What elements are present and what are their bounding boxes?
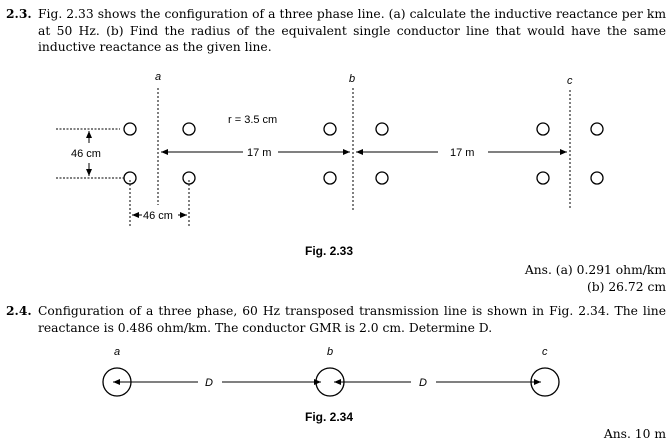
problem-number: 2.4. (6, 303, 32, 318)
label-c-2: c (542, 346, 548, 358)
label-c: c (567, 75, 573, 87)
problem-2-4 (6, 303, 666, 336)
label-b-2: b (327, 346, 334, 358)
span-ab-label: 17 m (247, 147, 272, 159)
problem-text: Configuration of a three phase, 60 Hz transposed transmission line is shown in Fig. 2.34. The line reactance is 0.486 ohm/km. The conductor GMR is 2.0 cm. Determine D. (38, 304, 666, 335)
figure-2-33-caption: Fig. 2.33 (305, 244, 354, 258)
label-a-2: a (114, 346, 121, 358)
label-a: a (155, 71, 162, 83)
horizontal-spacing-label: 46 cm (143, 210, 173, 222)
span-bc-label: 17 m (450, 147, 475, 159)
label-b: b (349, 73, 356, 85)
conductors (124, 123, 603, 184)
figure-2-34-caption: Fig. 2.34 (305, 410, 354, 424)
answer-2-4: Ans. 10 m (603, 427, 666, 441)
answer-2-3-a: Ans. (a) 0.291 ohm/km (524, 263, 666, 277)
answer-2-3-b: (b) 26.72 cm (586, 280, 666, 294)
figure-2-34 (103, 368, 559, 396)
span-d-bc: D (419, 377, 427, 389)
problem-number: 2.3. (6, 6, 32, 21)
problem-text: Fig. 2.33 shows the configuration of a three phase line. (a) calculate the inductive reactance per km at 50 Hz. (b) Find the radius of the equivalent single conductor line that would have the same inductive reactance as the given line. (38, 7, 666, 54)
vertical-spacing-label: 46 cm (71, 148, 101, 160)
span-d-ab: D (205, 377, 213, 389)
radius-label: r = 3.5 cm (228, 114, 278, 126)
